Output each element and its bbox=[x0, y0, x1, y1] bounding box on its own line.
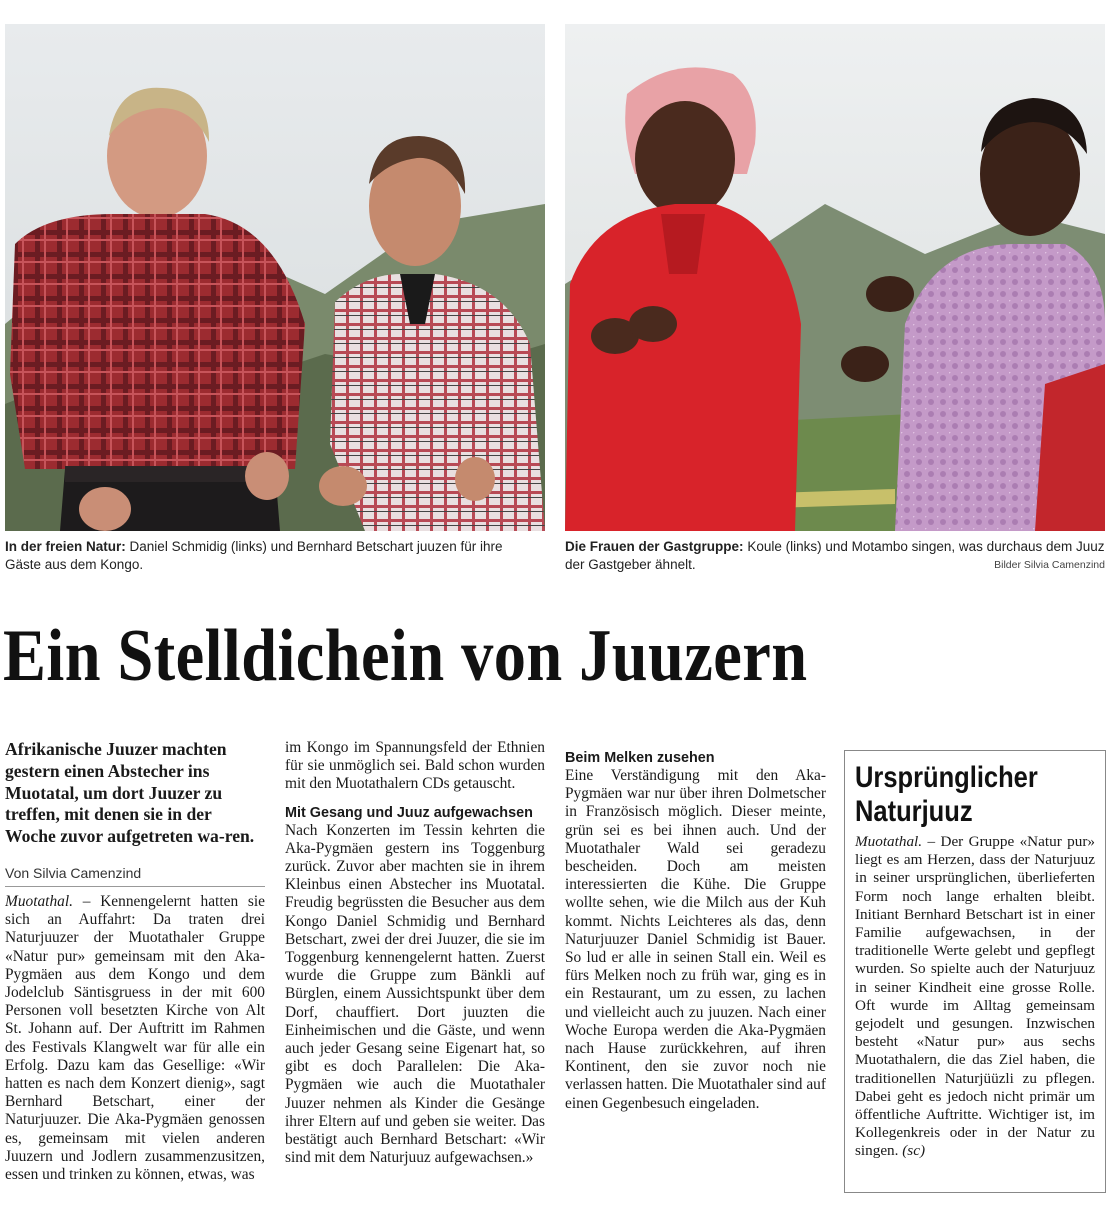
caption-right-text: Koule (links) und Motambo singen, was durchaus dem Juuz der Gastgeber ähnelt. bbox=[565, 539, 1105, 572]
photo-koule-motambo bbox=[565, 24, 1105, 531]
sidebar-body: – Der Gruppe «Natur pur» liegt es am Herzen, dass der Naturjuuz in seiner ursprünglichen, überlieferten Form noch lange erhalten bleibt. Initiant Bernhard Betschart ist in einer Familie aufgewachsen, in der traditionelle Werte gelebt und gepflegt wurden. So spielte auch der Naturjuuz in seiner Kindheit eine grosse Rolle. Oft wurde im Alltag gemeinsam gejodelt und gesungen. Inzwischen besteht «Natur pur» aus sechs Muotathalern, die das Ziel haben, die traditionellen Naturjüüzli zu pflegen. Dabei geht es jedoch nicht primär um öffentliche Auftritte. Wichtiger ist, im Kollegenkreis oder in der Natur zu singen. bbox=[855, 833, 1095, 1160]
photo-credit: Bilder Silvia Camenzind bbox=[994, 559, 1105, 571]
sidebar-box bbox=[844, 750, 1106, 1193]
byline: Von Silvia Camenzind bbox=[5, 864, 265, 887]
sidebar-signature: (sc) bbox=[902, 1142, 926, 1160]
body-paragraph-3: Eine Verständigung mit den Aka-Pygmäen war nur über ihren Dolmetscher in Französisch möglich. Dieser meinte, grün sei es bei ihnen auch. Und der Muotathaler Wald sei geradezu bescheiden. Doch am meisten interessierten die Kühe. Die Gruppe wollte sehen, wie die Milch aus der Kuh kommt. Nichts Leichteres als das, denn Naturjuuzer Daniel Schmidig ist Bauer. So lud er alle in seinen Stall ein. Weil es fürs Melken noch zu früh war, ging es in ein Restaurant, um zu essen, zu lachen und vielleicht auch zu juuzen. Nach einer Woche Europa werden die Aka-Pygmäen nach Hause zurückkehren, auf ihren Kontinent, den sie zuvor noch nie verlassen hatten. Die Muotathaler sind auf einen Gegenbesuch eingeladen. bbox=[565, 767, 826, 1112]
dateline: Muotathal. bbox=[5, 892, 73, 910]
subheading-2: Beim Melken zusehen bbox=[565, 750, 715, 766]
sidebar-text bbox=[855, 833, 1095, 1161]
sidebar-title-line-1: Ursprünglicher bbox=[855, 761, 1038, 794]
caption-right-label: Die Frauen der Gastgruppe: bbox=[565, 539, 744, 554]
caption-left bbox=[5, 538, 525, 574]
sidebar-title-line-2: Naturjuuz bbox=[855, 795, 973, 828]
photo-schmidig-betschart bbox=[5, 24, 545, 531]
caption-left-label: In der freien Natur: bbox=[5, 539, 126, 554]
lead-paragraph: Afrikanische Juuzer machten gestern einen Abstecher ins Muotatal, um dort Juuzer zu treffen, mit denen sie in der Woche zuvor aufgetreten wa-ren. bbox=[5, 739, 255, 847]
article-column-3 bbox=[565, 739, 826, 1198]
article-column-2 bbox=[285, 739, 545, 1198]
body-paragraph-1-continued: im Kongo im Spannungsfeld der Ethnien für sie unmöglich sei. Bald schon wurden mit den Muotathalern CDs getauscht. bbox=[285, 739, 545, 793]
photo-right-illustration bbox=[565, 24, 1105, 531]
sidebar-dateline: Muotathal. bbox=[855, 833, 923, 850]
sidebar-title bbox=[855, 761, 1059, 829]
headline: Ein Stelldichein von Juuzern bbox=[3, 615, 808, 697]
subheading-1: Mit Gesang und Juuz aufgewachsen bbox=[285, 804, 533, 821]
caption-left-text: Daniel Schmidig (links) und Bernhard Betschart juuzen für ihre Gäste aus dem Kongo. bbox=[5, 539, 503, 572]
body-paragraph-2: Nach Konzerten im Tessin kehrten die Aka-Pygmäen gestern ins Toggenburg zurück. Zuvor aber machten sie in ihrem Kleinbus einen Abstecher ins Muotatal. Freudig begrüssten die Besucher aus dem Kongo Daniel Schmidig und Bernhard Betschart, zwei der drei Juuzer, die sie im Toggenburg kennengelernt hatten. Zuerst wurde die Gruppe zum Bänkli auf Bürglen, einem Aussichtspunkt über dem Dorf, chauffiert. Dort juuzten die Einheimischen und die Gäste, und wenn auch jeder Gesang seine Eigenart hat, so gibt es doch Parallelen: Die Aka-Pygmäen wie auch die Muotathaler Juuzer nehmen als Kinder die Gesänge ihrer Eltern auf und geben sie weiter. Das bestätigt auch Bernhard Betschart: «Wir sind mit dem Naturjuuz aufgewachsen.» bbox=[285, 821, 545, 1167]
body-paragraph-1-text: – Kennengelernt hatten sie sich an Auffahrt: Da traten drei Naturjuuzer der Muotathaler Gruppe «Natur pur» gemeinsam mit den Aka-Pygmäen aus dem Kongo und dem Jodelclub Säntisgruess in der mit 600 Personen voll besetzten Kirche von Alt St. Johann auf. Der Auftritt im Rahmen des Festivals Klangwelt war für alle ein Erfolg. Dazu kam das Gesellige: «Wir hatten es nach dem Konzert dienig», sagt Bernhard Betschart, einer der Naturjuuzer. Die Aka-Pygmäen genossen es, gemeinsam mit vielen anderen Juuzern und Jodlern zusammenzusitzen, essen und trinken zu können, etwas, was bbox=[5, 892, 265, 1184]
photo-left-illustration bbox=[5, 24, 545, 531]
article-column-1 bbox=[5, 739, 265, 1198]
body-paragraph-1 bbox=[5, 893, 265, 1184]
